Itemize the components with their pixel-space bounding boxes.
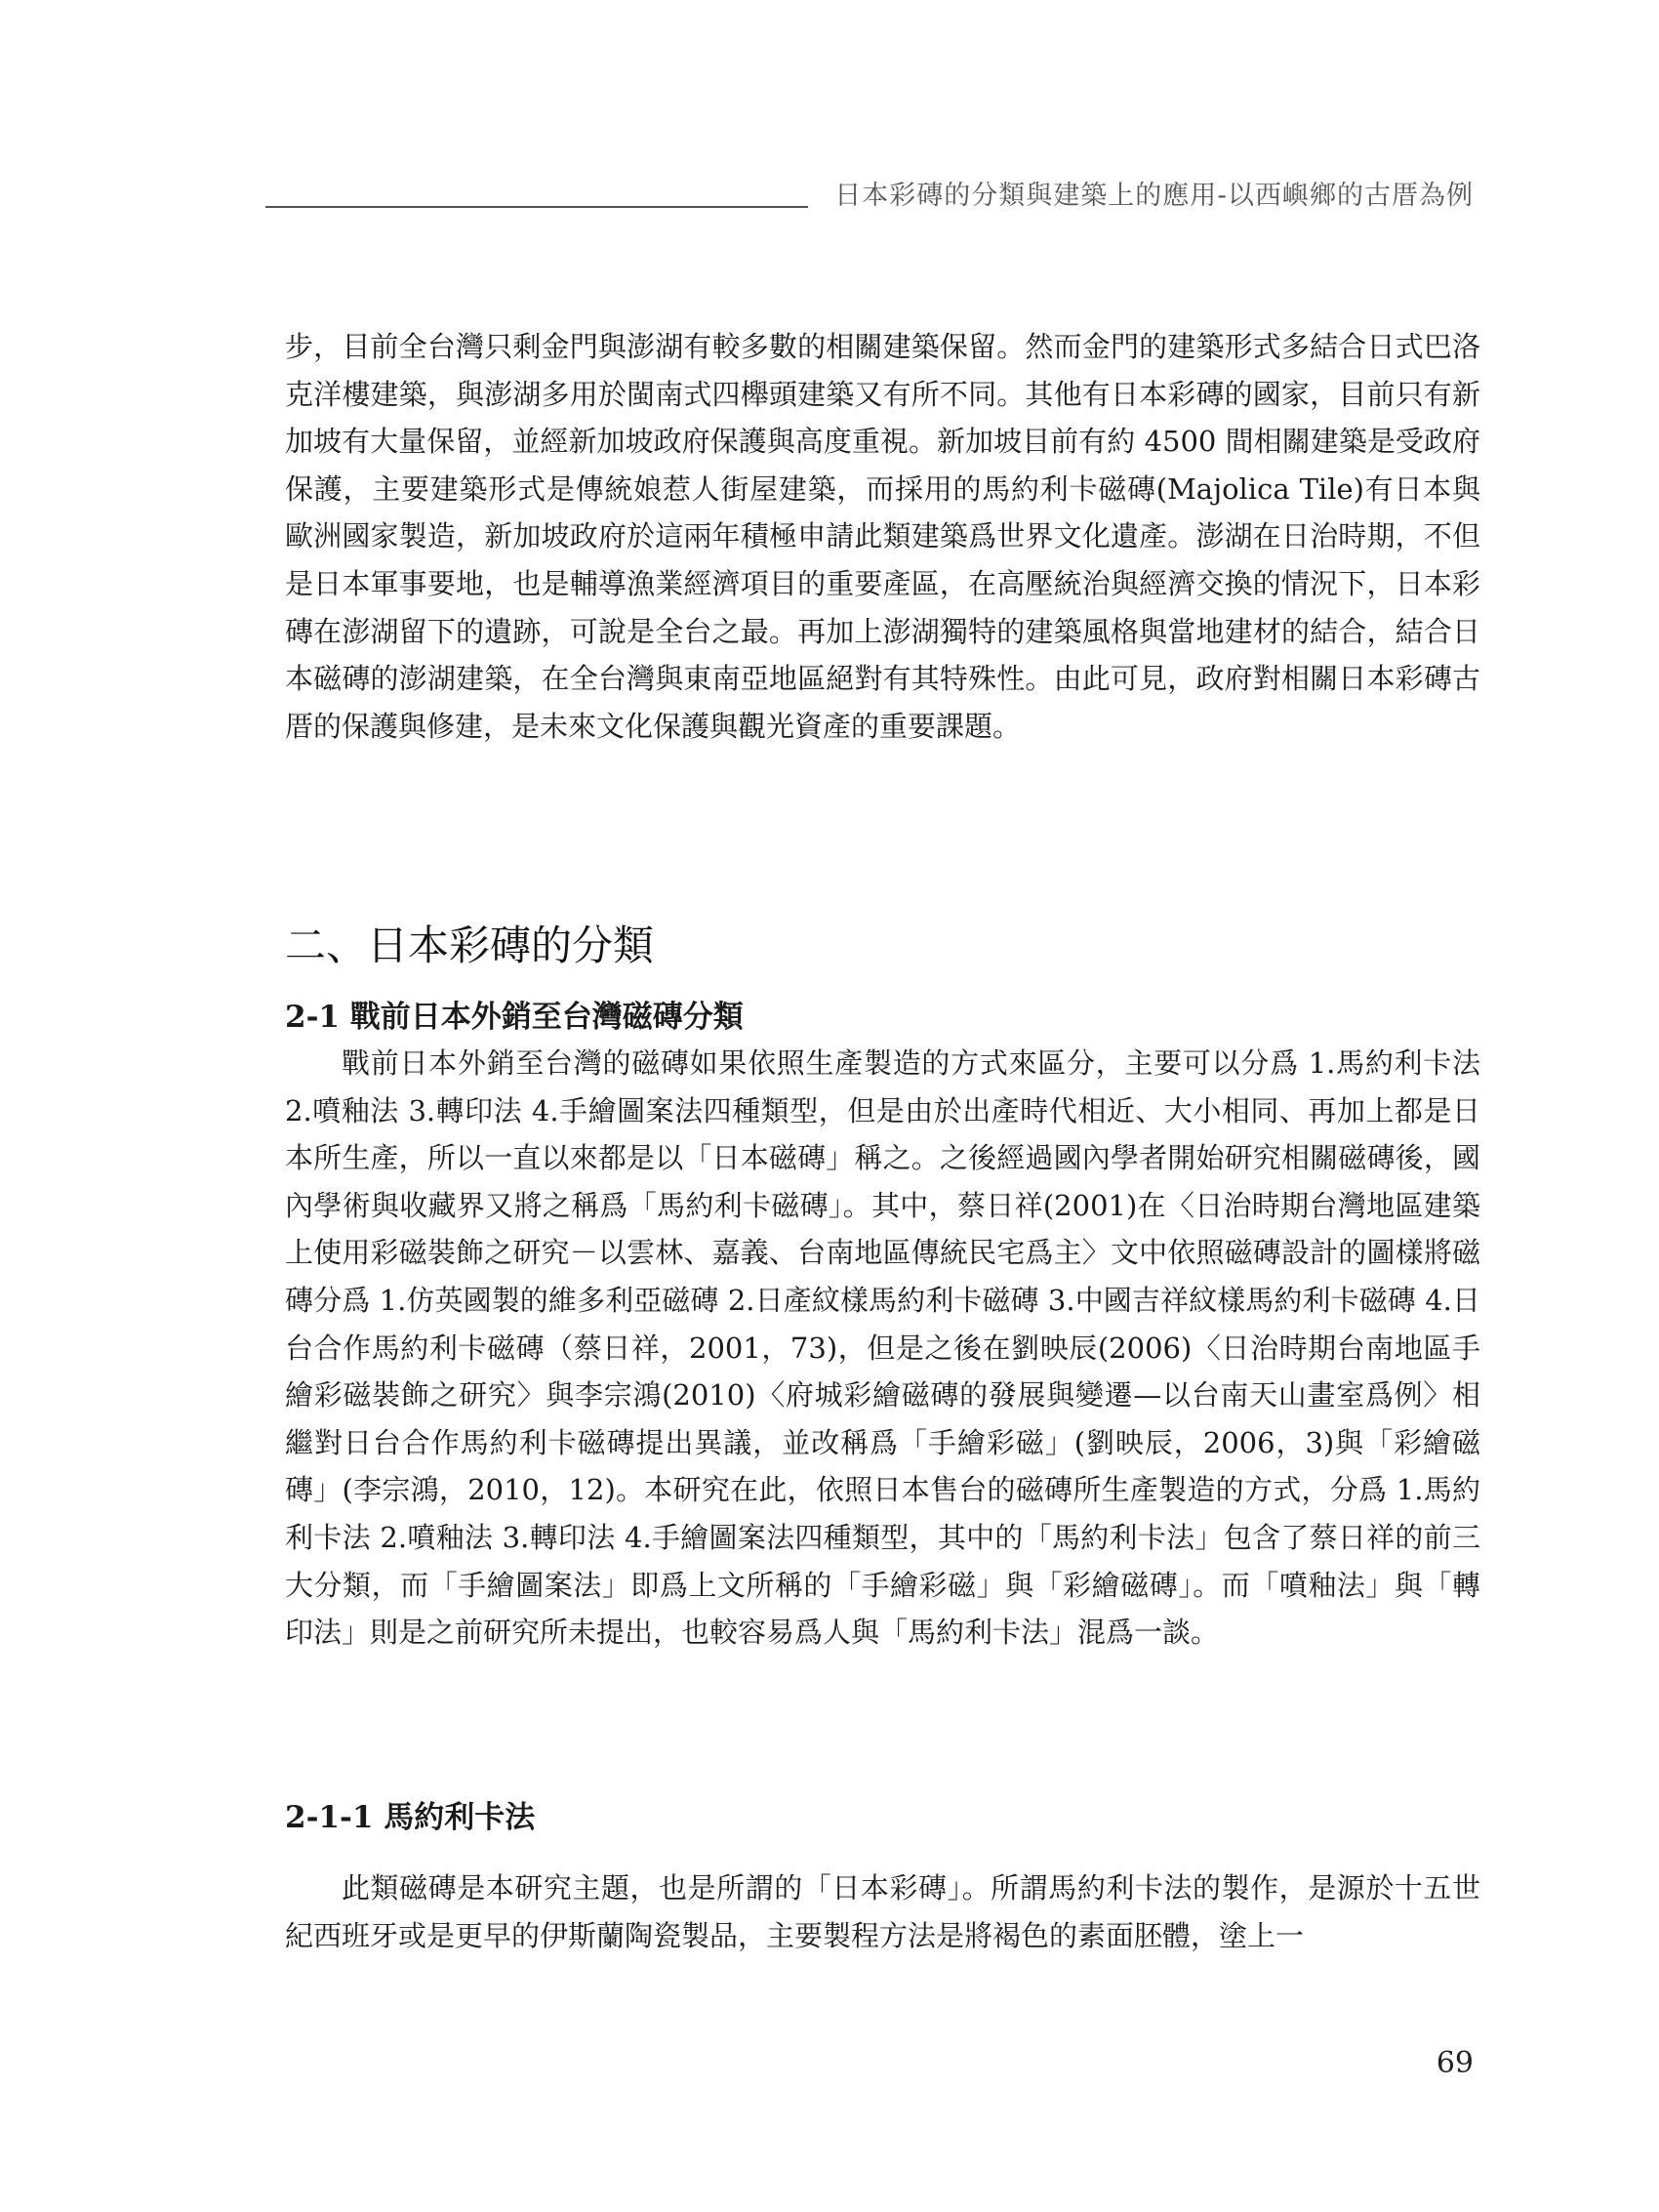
subsubsection-paragraph: 此類磁磚是本研究主題，也是所謂的「日本彩磚」。所謂馬約利卡法的製作，是源於十五世紀西班牙或是更早的伊斯蘭陶瓷製品，主要製程方法是將褐色的素面胚體，塗上一 [285,1871,1480,1952]
page-number: 69 [1436,2046,1474,2080]
intro-paragraph: 步，目前全台灣只剩金門與澎湖有較多數的相關建築保留。然而金門的建築形式多結合日式巴洛克洋樓建築，與澎湖多用於閩南式四櫸頭建築又有所不同。其他有日本彩磚的國家，目前只有新加坡有大量保留，並經新加坡政府保護與高度重視。新加坡目前有約 4500 間相關建築是受政府保護，主要建築形式是傳統娘惹人街屋建築，而採用的馬約利卡磁磚(Majolica Tile)有日本與歐洲國家製造，新加坡政府於這兩年積極申請此類建築爲世界文化遺產。澎湖在日治時期，不但是日本軍事要地，也是輔導漁業經濟項目的重要產區，在高壓統治與經濟交換的情況下，日本彩磚在澎湖留下的遺跡，可說是全台之最。再加上澎湖獨特的建築風格與當地建材的結合，結合日本磁磚的澎湖建築，在全台灣與東南亞地區絕對有其特殊性。由此可見，政府對相關日本彩磚古厝的保護與修建，是未來文化保護與觀光資產的重要課題。 [285,330,1480,743]
subsection-title: 2-1 戰前日本外銷至台灣磁磚分類 [285,1000,744,1035]
section-title: 二、日本彩磚的分類 [285,922,655,969]
running-title: 日本彩磚的分類與建築上的應用-以西嶼鄉的古厝為例 [834,181,1474,211]
subsection-paragraph: 戰前日本外銷至台灣的磁磚如果依照生產製造的方式來區分，主要可以分爲 1.馬約利卡法 2.噴釉法 3.轉印法 4.手繪圖案法四種類型，但是由於出產時代相近、大小相同、再加上都是日本所生產，所以一直以來都是以「日本磁磚」稱之。之後經過國內學者開始研究相關磁磚後，國內學術與收藏界又將之稱爲「馬約利卡磁磚」。其中，蔡日祥(2001)在〈日治時期台灣地區建築上使用彩磁裝飾之研究－以雲林、嘉義、台南地區傳統民宅爲主〉文中依照磁磚設計的圖樣將磁磚分爲 1.仿英國製的維多利亞磁磚 2.日產紋樣馬約利卡磁磚 3.中國吉祥紋樣馬約利卡磁磚 4.日台合作馬約利卡磁磚（蔡日祥，2001，73)，但是之後在劉映辰(2006)〈日治時期台南地區手繪彩磁裝飾之研究〉與李宗鴻(2010)〈府城彩繪磁磚的發展與變遷—以台南天山畫室爲例〉相繼對日台合作馬約利卡磁磚提出異議，並改稱爲「手繪彩磁」(劉映辰，2006，3)與「彩繪磁磚」(李宗鴻，2010，12)。本研究在此，依照日本售台的磁磚所生產製造的方式，分爲 1.馬約利卡法 2.噴釉法 3.轉印法 4.手繪圖案法四種類型，其中的「馬約利卡法」包含了蔡日祥的前三大分類，而「手繪圖案法」即爲上文所稱的「手繪彩磁」與「彩繪磁磚」。而「噴釉法」與「轉印法」則是之前研究所未提出，也較容易爲人與「馬約利卡法」混爲一談。 [285,1046,1480,1650]
header-rule [265,206,808,208]
subsubsection-title: 2-1-1 馬約利卡法 [285,1800,536,1835]
